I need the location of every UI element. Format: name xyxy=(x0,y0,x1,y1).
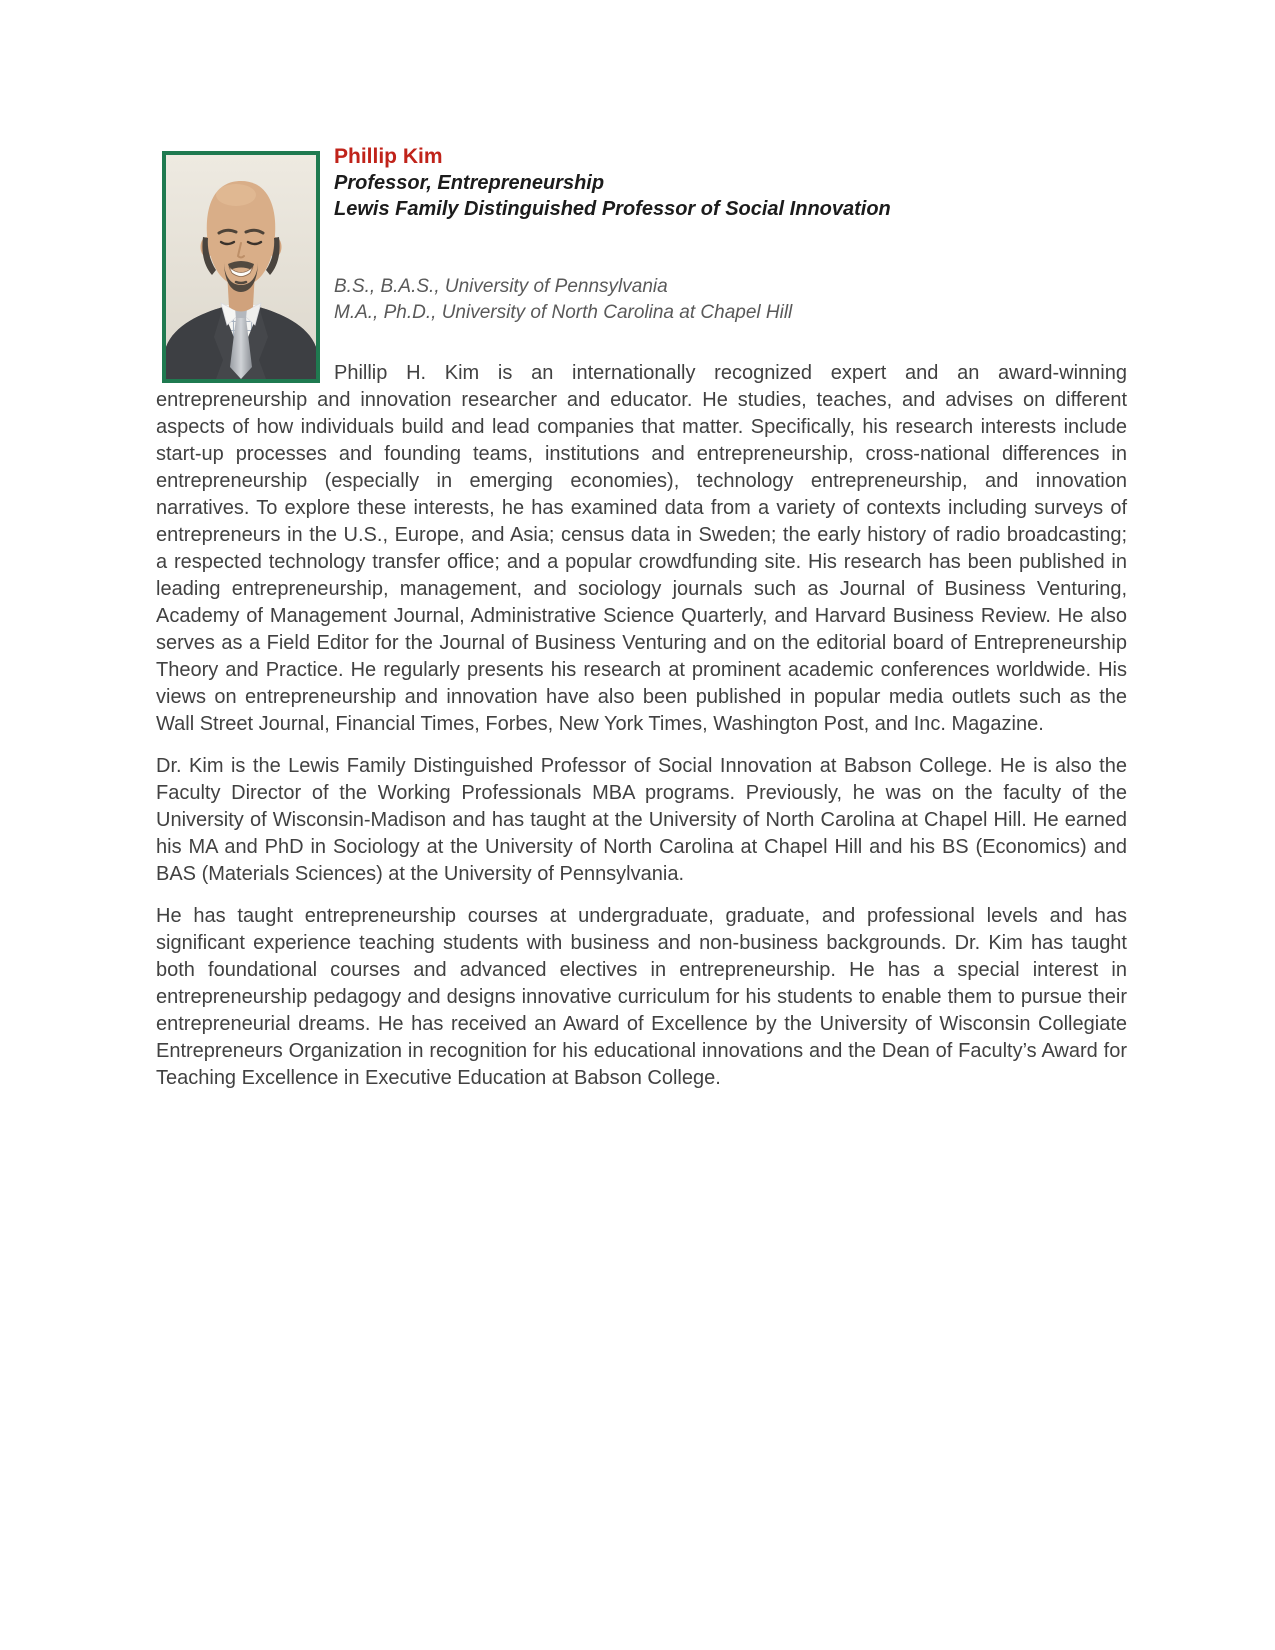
bio-paragraph-1: Phillip H. Kim is an internationally recognized expert and an award-winning entrepreneurship and innovation researcher and educator. He studies, teaches, and advises on different aspects of how individuals build and lead companies that matter. Specifically, his research interests include start-up processes and founding teams, institutions and entrepreneurship, cross-national differences in entrepreneurship (especially in emerging economies), technology entrepreneurship, and innovation narratives. To explore these interests, he has examined data from a variety of contexts including surveys of entrepreneurs in the U.S., Europe, and Asia; census data in Sweden; the early history of radio broadcasting; a respected technology transfer office; and a popular crowdfunding site. His research has been published in leading entrepreneurship, management, and sociology journals such as Journal of Business Venturing, Academy of Management Journal, Administrative Science Quarterly, and Harvard Business Review. He also serves as a Field Editor for the Journal of Business Venturing and on the editorial board of Entrepreneurship Theory and Practice. He regularly presents his research at prominent academic conferences worldwide. His views on entrepreneurship and innovation have also been published in popular media outlets such as the Wall Street Journal, Financial Times, Forbes, New York Times, Washington Post, and Inc. Magazine. xyxy=(156,362,1127,735)
job-title-primary: Professor, Entrepreneurship xyxy=(334,172,605,194)
degree-line-1: B.S., B.A.S., University of Pennsylvania xyxy=(334,276,668,297)
bio-paragraph-3: He has taught entrepreneurship courses at undergraduate, graduate, and professional levels and has significant experience teaching students with business and non-business backgrounds. Dr. Kim has taught both foundational courses and advanced electives in entrepreneurship. He has a special interest in entrepreneurship pedagogy and designs innovative curriculum for his students to enable them to pursue their entrepreneurial dreams. He has received an Award of Excellence by the University of Wisconsin Collegiate Entrepreneurs Organization in recognition for his educational innovations and the Dean of Faculty’s Award for Teaching Excellence in Executive Education at Babson College. xyxy=(156,905,1127,1089)
profile-photo xyxy=(162,151,320,383)
bio-paragraph-2: Dr. Kim is the Lewis Family Distinguished Professor of Social Innovation at Babson College. He is also the Faculty Director of the Working Professionals MBA programs. Previously, he was on the faculty of the University of Wisconsin-Madison and has taught at the University of North Carolina at Chapel Hill. He earned his MA and PhD in Sociology at the University of North Carolina at Chapel Hill and his BS (Economics) and BAS (Materials Sciences) at the University of Pennsylvania. xyxy=(156,755,1127,885)
portrait-photo-illustration xyxy=(166,155,316,379)
bio-section xyxy=(156,360,1127,1092)
person-name: Phillip Kim xyxy=(334,145,443,168)
degree-line-2: M.A., Ph.D., University of North Carolina at Chapel Hill xyxy=(334,302,793,323)
job-title-secondary: Lewis Family Distinguished Professor of Social Innovation xyxy=(334,198,891,220)
